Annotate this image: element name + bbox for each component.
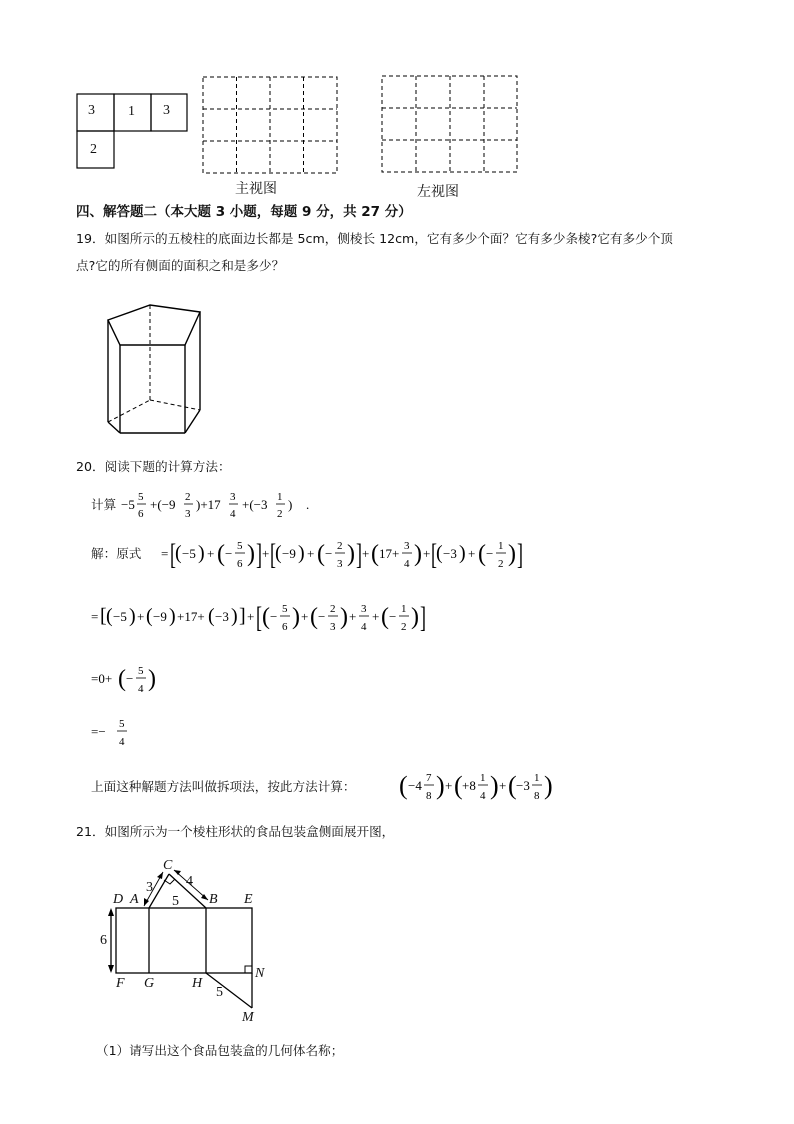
solution-expression-3 bbox=[91, 656, 211, 704]
q21-part1: （1）请写出这个食品包装盒的几何体名称； bbox=[96, 1043, 344, 1058]
svg-text:): ) bbox=[544, 771, 553, 800]
svg-text:): ) bbox=[298, 542, 305, 564]
svg-text:(: ( bbox=[317, 541, 325, 567]
svg-text:5: 5 bbox=[138, 491, 144, 503]
svg-text:4: 4 bbox=[361, 621, 367, 633]
svg-text:4: 4 bbox=[480, 790, 486, 802]
svg-text:3: 3 bbox=[330, 621, 336, 633]
svg-text:1: 1 bbox=[498, 540, 504, 552]
svg-text:−3: −3 bbox=[215, 609, 229, 624]
svg-text:): ) bbox=[340, 604, 348, 630]
svg-text:−5: −5 bbox=[113, 609, 127, 624]
svg-text:17+: 17+ bbox=[379, 546, 400, 561]
svg-text:−: − bbox=[318, 609, 326, 624]
point-label-D: D bbox=[113, 892, 124, 907]
svg-text:): ) bbox=[436, 771, 445, 800]
point-label-C: C bbox=[163, 858, 173, 873]
svg-text:4: 4 bbox=[230, 508, 236, 520]
top-view-figure bbox=[76, 93, 188, 169]
svg-text:3: 3 bbox=[361, 603, 367, 615]
svg-text:+: + bbox=[372, 609, 380, 624]
net-diagram bbox=[100, 856, 290, 1026]
svg-text:(: ( bbox=[478, 541, 486, 567]
svg-text:]: ] bbox=[420, 601, 426, 635]
svg-text:2: 2 bbox=[337, 540, 343, 552]
svg-text:2: 2 bbox=[498, 558, 504, 570]
svg-text:+: + bbox=[423, 546, 431, 561]
svg-text:): ) bbox=[129, 605, 136, 627]
svg-text:6: 6 bbox=[237, 558, 243, 570]
svg-text:+: + bbox=[349, 609, 357, 624]
svg-text:−: − bbox=[225, 546, 233, 561]
svg-text:−: − bbox=[486, 546, 494, 561]
svg-text:6: 6 bbox=[282, 621, 288, 633]
length-label-AC: 3 bbox=[146, 880, 153, 895]
svg-text:3: 3 bbox=[185, 508, 191, 520]
q21-intro: 21．如图所示为一个棱柱形状的食品包装盒侧面展开图， bbox=[76, 824, 395, 839]
front-view-figure bbox=[202, 76, 342, 201]
svg-text:(: ( bbox=[262, 604, 270, 630]
calc-expression bbox=[119, 486, 359, 530]
svg-text:): ) bbox=[414, 541, 422, 567]
length-label-CB: 4 bbox=[186, 874, 193, 889]
svg-text:3: 3 bbox=[230, 491, 236, 503]
q20-split-line bbox=[91, 765, 571, 809]
front-view-grid bbox=[202, 76, 342, 176]
svg-text:−: − bbox=[126, 671, 134, 686]
q20-solution-line1 bbox=[91, 531, 541, 579]
svg-text:(: ( bbox=[146, 605, 153, 627]
svg-text:−9: −9 bbox=[153, 609, 167, 624]
svg-text:[: [ bbox=[270, 538, 276, 572]
svg-text:−: − bbox=[270, 609, 278, 624]
svg-text:+: + bbox=[301, 609, 309, 624]
svg-text:+: + bbox=[362, 546, 370, 561]
svg-text:4: 4 bbox=[119, 736, 125, 748]
svg-text:(: ( bbox=[275, 542, 282, 564]
left-view-figure bbox=[381, 75, 521, 200]
svg-text:]: ] bbox=[239, 605, 246, 627]
q19-text-line1: 19．如图所示的五棱柱的底面边长都是 5cm，侧棱长 12cm，它有多少个面？它有多少条棱?它有多少个顶 bbox=[76, 231, 673, 246]
pentagonal-prism-figure bbox=[100, 300, 215, 440]
net-diagram-svg bbox=[100, 856, 290, 1026]
svg-text:[: [ bbox=[255, 601, 262, 635]
svg-text:(: ( bbox=[381, 604, 389, 630]
svg-text:5: 5 bbox=[138, 665, 144, 677]
svg-text:(: ( bbox=[208, 605, 215, 627]
q19-text-line2: 点?它的所有侧面的面积之和是多少？ bbox=[76, 258, 285, 273]
svg-text:(: ( bbox=[399, 771, 408, 800]
svg-text:+: + bbox=[137, 609, 145, 624]
svg-text:8: 8 bbox=[534, 790, 540, 802]
svg-text:]: ] bbox=[256, 538, 262, 572]
svg-text:): ) bbox=[169, 605, 176, 627]
solution-expression-4 bbox=[91, 709, 171, 757]
svg-text:6: 6 bbox=[138, 508, 144, 520]
svg-text:): ) bbox=[347, 541, 355, 567]
point-label-B: B bbox=[209, 892, 218, 907]
svg-text:−5: −5 bbox=[182, 546, 196, 561]
svg-text:1: 1 bbox=[534, 772, 540, 784]
svg-text:1: 1 bbox=[480, 772, 486, 784]
svg-text:+: + bbox=[207, 546, 215, 561]
svg-text:+(−9: +(−9 bbox=[150, 497, 176, 512]
svg-text:+8: +8 bbox=[462, 778, 476, 793]
svg-text:2: 2 bbox=[185, 491, 191, 503]
svg-text:8: 8 bbox=[426, 790, 432, 802]
svg-text:): ) bbox=[231, 605, 238, 627]
svg-text:): ) bbox=[148, 666, 156, 692]
q20-intro: 20．阅读下题的计算方法： bbox=[76, 459, 231, 474]
svg-text:−: − bbox=[389, 609, 397, 624]
svg-text:(: ( bbox=[371, 541, 379, 567]
top-view-cell: 3 bbox=[88, 103, 95, 118]
solution-expression-2 bbox=[91, 594, 471, 642]
svg-text:.: . bbox=[306, 497, 310, 512]
svg-text:=: = bbox=[161, 546, 169, 561]
svg-text:7: 7 bbox=[426, 772, 432, 784]
section-title: 四、解答题二（本大题 3 小题，每题 9 分，共 27 分） bbox=[76, 204, 412, 220]
top-view-cell: 2 bbox=[90, 142, 97, 157]
svg-text:): ) bbox=[247, 541, 255, 567]
top-view-cell: 3 bbox=[163, 103, 170, 118]
svg-text:[: [ bbox=[100, 605, 107, 627]
svg-text:): ) bbox=[292, 604, 300, 630]
svg-text:−4: −4 bbox=[408, 778, 422, 793]
q20-calc-line bbox=[91, 486, 351, 526]
solution-expression-1 bbox=[161, 531, 561, 579]
svg-text:)+17: )+17 bbox=[196, 497, 221, 512]
svg-text:(: ( bbox=[217, 541, 225, 567]
svg-text:): ) bbox=[288, 497, 293, 512]
point-label-G: G bbox=[144, 976, 155, 991]
left-view-label: 左视图 bbox=[417, 184, 459, 200]
svg-text:+: + bbox=[262, 546, 270, 561]
svg-text:+: + bbox=[307, 546, 315, 561]
length-label-DF: 6 bbox=[100, 933, 107, 948]
svg-text:1: 1 bbox=[277, 491, 283, 503]
svg-text:2: 2 bbox=[277, 508, 283, 520]
svg-text:): ) bbox=[508, 541, 516, 567]
split-expression bbox=[399, 765, 569, 809]
svg-text:=0+: =0+ bbox=[91, 671, 113, 686]
top-view-cell: 1 bbox=[128, 104, 135, 119]
svg-text:1: 1 bbox=[401, 603, 407, 615]
svg-text:(: ( bbox=[508, 771, 517, 800]
svg-text:+: + bbox=[499, 778, 507, 793]
svg-text:]: ] bbox=[356, 538, 362, 572]
svg-text:3: 3 bbox=[337, 558, 343, 570]
svg-text:+17+: +17+ bbox=[177, 609, 205, 624]
svg-text:(: ( bbox=[118, 666, 126, 692]
svg-text:4: 4 bbox=[138, 683, 144, 695]
point-label-E: E bbox=[244, 892, 253, 907]
split-method-text: 上面这种解题方法叫做拆项法，按此方法计算： bbox=[91, 779, 356, 794]
svg-text:3: 3 bbox=[404, 540, 410, 552]
svg-text:): ) bbox=[411, 604, 419, 630]
svg-text:−3: −3 bbox=[443, 546, 457, 561]
length-label-AB: 5 bbox=[172, 894, 179, 909]
solution-label: 解：原式 bbox=[91, 546, 142, 561]
svg-text:−3: −3 bbox=[516, 778, 530, 793]
svg-text:(: ( bbox=[310, 604, 318, 630]
svg-text:[: [ bbox=[170, 538, 176, 572]
svg-text:=: = bbox=[91, 609, 99, 624]
svg-text:5: 5 bbox=[119, 718, 125, 730]
svg-text:5: 5 bbox=[282, 603, 288, 615]
svg-text:(: ( bbox=[175, 542, 182, 564]
svg-text:(: ( bbox=[454, 771, 463, 800]
svg-text:2: 2 bbox=[330, 603, 336, 615]
svg-text:5: 5 bbox=[237, 540, 243, 552]
svg-text:=−: =− bbox=[91, 724, 106, 739]
left-view-grid bbox=[381, 75, 521, 175]
svg-text:): ) bbox=[198, 542, 205, 564]
svg-text:+: + bbox=[247, 609, 255, 624]
svg-text:(: ( bbox=[436, 542, 443, 564]
length-label-HM: 5 bbox=[216, 985, 223, 1000]
svg-text:−9: −9 bbox=[282, 546, 296, 561]
svg-text:+(−3: +(−3 bbox=[242, 497, 268, 512]
svg-text:2: 2 bbox=[401, 621, 407, 633]
point-label-N: N bbox=[255, 966, 265, 981]
svg-text:+: + bbox=[445, 778, 453, 793]
point-label-A: A bbox=[130, 892, 139, 907]
svg-text:): ) bbox=[459, 542, 466, 564]
svg-text:(: ( bbox=[106, 605, 113, 627]
svg-text:+: + bbox=[468, 546, 476, 561]
svg-text:[: [ bbox=[431, 538, 437, 572]
svg-text:−5: −5 bbox=[121, 497, 135, 512]
front-view-label: 主视图 bbox=[235, 181, 277, 197]
svg-text:]: ] bbox=[517, 538, 523, 572]
calc-label: 计算 bbox=[91, 497, 117, 512]
point-label-H: H bbox=[192, 976, 203, 991]
svg-text:): ) bbox=[490, 771, 499, 800]
svg-text:4: 4 bbox=[404, 558, 410, 570]
point-label-M: M bbox=[242, 1010, 254, 1025]
point-label-F: F bbox=[116, 976, 125, 991]
svg-text:−: − bbox=[325, 546, 333, 561]
